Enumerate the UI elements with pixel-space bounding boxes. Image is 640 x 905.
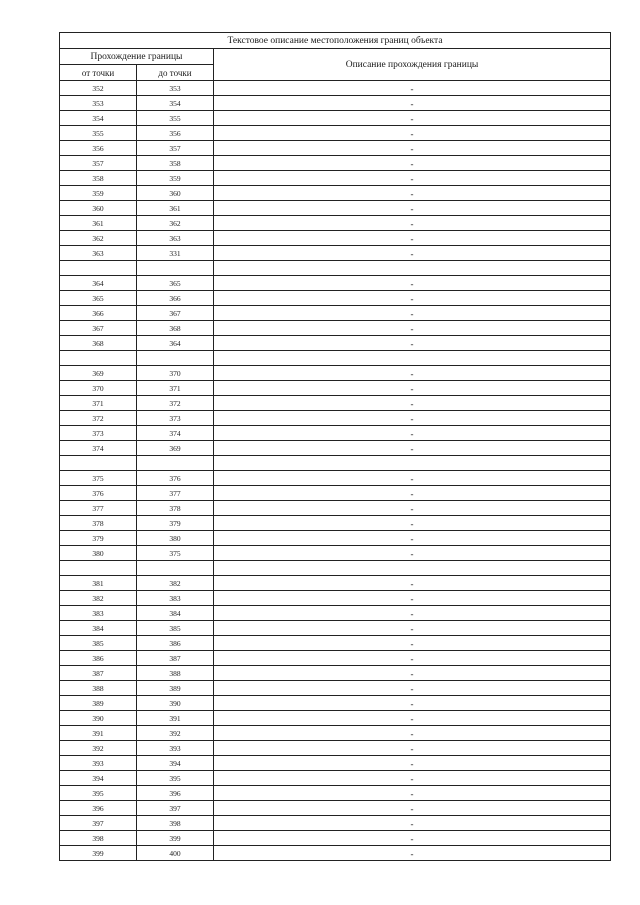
table-row (60, 336, 611, 351)
description-text: - (410, 129, 414, 139)
description-text: - (410, 339, 414, 349)
description-text: - (410, 759, 414, 769)
table-row (60, 696, 611, 711)
to-point-cell: 394 (137, 756, 214, 771)
table-row (60, 561, 611, 576)
from-point-cell: 380 (60, 546, 137, 561)
from-point-cell: 384 (60, 621, 137, 636)
from-point-cell: 383 (60, 606, 137, 621)
to-point-cell: 388 (137, 666, 214, 681)
table-row (60, 171, 611, 186)
description-cell (214, 711, 611, 726)
description-text: - (410, 684, 414, 694)
table-row (60, 441, 611, 456)
description-text: - (410, 204, 414, 214)
from-point-cell: 355 (60, 126, 137, 141)
to-point-cell: 393 (137, 741, 214, 756)
description-cell (214, 411, 611, 426)
to-point-cell: 377 (137, 486, 214, 501)
table-row (60, 606, 611, 621)
to-point-cell: 383 (137, 591, 214, 606)
description-cell (214, 846, 611, 861)
to-point-cell: 397 (137, 801, 214, 816)
to-point-cell: 356 (137, 126, 214, 141)
description-cell (214, 96, 611, 111)
description-cell (214, 276, 611, 291)
to-point-column-header: до точки (137, 65, 214, 81)
from-point-cell: 391 (60, 726, 137, 741)
from-point-cell: 375 (60, 471, 137, 486)
table-row (60, 591, 611, 606)
to-point-cell: 363 (137, 231, 214, 246)
to-point-cell: 369 (137, 441, 214, 456)
from-point-cell: 373 (60, 426, 137, 441)
description-text: - (410, 819, 414, 829)
description-text: - (410, 729, 414, 739)
description-text: - (410, 249, 414, 259)
to-point-cell: 371 (137, 381, 214, 396)
description-cell (214, 306, 611, 321)
to-point-cell: 362 (137, 216, 214, 231)
from-point-cell: 387 (60, 666, 137, 681)
to-point-cell: 395 (137, 771, 214, 786)
description-text: - (410, 144, 414, 154)
description-cell (214, 786, 611, 801)
from-point-cell: 358 (60, 171, 137, 186)
description-cell (214, 651, 611, 666)
description-cell (214, 831, 611, 846)
to-point-cell: 392 (137, 726, 214, 741)
from-point-cell: 354 (60, 111, 137, 126)
from-point-cell: 371 (60, 396, 137, 411)
from-point-cell: 353 (60, 96, 137, 111)
to-point-cell: 372 (137, 396, 214, 411)
to-point-cell: 386 (137, 636, 214, 651)
table-row (60, 291, 611, 306)
description-cell (214, 246, 611, 261)
from-point-cell: 395 (60, 786, 137, 801)
description-text: - (410, 84, 414, 94)
table-row (60, 621, 611, 636)
description-cell (214, 126, 611, 141)
table-row (60, 201, 611, 216)
table-row (60, 756, 611, 771)
description-cell (214, 726, 611, 741)
table-row (60, 81, 611, 96)
from-point-column-header: от точки (60, 65, 137, 81)
to-point-cell (137, 261, 214, 276)
description-cell (214, 531, 611, 546)
table-row (60, 456, 611, 471)
description-cell (214, 156, 611, 171)
description-cell (214, 441, 611, 456)
table-row (60, 216, 611, 231)
table-row (60, 816, 611, 831)
table-row (60, 501, 611, 516)
table-row (60, 246, 611, 261)
to-point-cell: 354 (137, 96, 214, 111)
from-point-cell: 370 (60, 381, 137, 396)
description-text: - (410, 639, 414, 649)
to-point-cell: 385 (137, 621, 214, 636)
from-point-cell: 397 (60, 816, 137, 831)
table-row (60, 486, 611, 501)
description-text: - (410, 384, 414, 394)
table-title: Текстовое описание местоположения границ объекта (60, 33, 611, 49)
description-text: - (410, 294, 414, 304)
from-point-cell: 365 (60, 291, 137, 306)
description-cell (214, 201, 611, 216)
table-row (60, 711, 611, 726)
to-point-cell: 355 (137, 111, 214, 126)
description-cell (214, 576, 611, 591)
description-text: - (410, 399, 414, 409)
description-cell (214, 816, 611, 831)
to-point-cell (137, 456, 214, 471)
table-row (60, 576, 611, 591)
description-text: - (410, 489, 414, 499)
description-cell (214, 516, 611, 531)
description-text: - (410, 429, 414, 439)
description-text: - (410, 549, 414, 559)
table-row (60, 231, 611, 246)
from-point-cell: 366 (60, 306, 137, 321)
description-text: - (410, 309, 414, 319)
table-row (60, 471, 611, 486)
to-point-cell: 361 (137, 201, 214, 216)
description-cell (214, 486, 611, 501)
table-row (60, 771, 611, 786)
from-point-cell: 390 (60, 711, 137, 726)
table-row (60, 261, 611, 276)
from-point-cell: 398 (60, 831, 137, 846)
to-point-cell: 374 (137, 426, 214, 441)
to-point-cell: 367 (137, 306, 214, 321)
description-cell (214, 426, 611, 441)
description-cell (214, 621, 611, 636)
from-point-cell: 393 (60, 756, 137, 771)
description-cell (214, 501, 611, 516)
to-point-cell: 390 (137, 696, 214, 711)
from-point-cell (60, 561, 137, 576)
from-point-cell: 361 (60, 216, 137, 231)
from-point-cell: 382 (60, 591, 137, 606)
boundary-document (59, 32, 610, 861)
from-point-cell: 386 (60, 651, 137, 666)
description-text: - (410, 504, 414, 514)
from-point-cell: 368 (60, 336, 137, 351)
to-point-cell: 360 (137, 186, 214, 201)
description-cell (214, 561, 611, 576)
table-row (60, 381, 611, 396)
to-point-cell: 396 (137, 786, 214, 801)
description-text: - (410, 279, 414, 289)
description-text: - (410, 789, 414, 799)
description-column-header: Описание прохождения границы (214, 49, 611, 81)
table-row (60, 156, 611, 171)
description-text: - (410, 234, 414, 244)
from-point-cell: 399 (60, 846, 137, 861)
table-row (60, 96, 611, 111)
to-point-cell: 384 (137, 606, 214, 621)
description-text: - (410, 444, 414, 454)
to-point-cell: 370 (137, 366, 214, 381)
to-point-cell: 359 (137, 171, 214, 186)
from-point-cell: 364 (60, 276, 137, 291)
from-point-cell: 381 (60, 576, 137, 591)
to-point-cell: 358 (137, 156, 214, 171)
table-row (60, 531, 611, 546)
from-point-cell: 360 (60, 201, 137, 216)
table-row (60, 741, 611, 756)
table-row (60, 186, 611, 201)
description-cell (214, 186, 611, 201)
table-row (60, 126, 611, 141)
description-text: - (410, 834, 414, 844)
table-row (60, 351, 611, 366)
from-point-cell (60, 456, 137, 471)
description-text: - (410, 189, 414, 199)
description-cell (214, 321, 611, 336)
description-text: - (410, 99, 414, 109)
table-row (60, 426, 611, 441)
description-text: - (410, 744, 414, 754)
table-row (60, 111, 611, 126)
to-point-cell: 398 (137, 816, 214, 831)
description-cell (214, 771, 611, 786)
from-point-cell: 374 (60, 441, 137, 456)
description-cell (214, 261, 611, 276)
to-point-cell: 353 (137, 81, 214, 96)
description-text: - (410, 654, 414, 664)
table-row (60, 516, 611, 531)
to-point-cell (137, 351, 214, 366)
description-cell (214, 231, 611, 246)
from-point-cell: 356 (60, 141, 137, 156)
to-point-cell: 378 (137, 501, 214, 516)
table-row (60, 141, 611, 156)
description-cell (214, 381, 611, 396)
table-row (60, 786, 611, 801)
to-point-cell: 382 (137, 576, 214, 591)
table-row (60, 546, 611, 561)
description-cell (214, 291, 611, 306)
description-cell (214, 216, 611, 231)
description-text: - (410, 594, 414, 604)
table-row (60, 276, 611, 291)
table-row (60, 846, 611, 861)
description-text: - (410, 474, 414, 484)
description-text: - (410, 624, 414, 634)
description-text: - (410, 714, 414, 724)
table-row (60, 636, 611, 651)
table-row (60, 396, 611, 411)
description-text: - (410, 804, 414, 814)
to-point-cell: 399 (137, 831, 214, 846)
from-point-cell: 396 (60, 801, 137, 816)
description-cell (214, 351, 611, 366)
from-point-cell: 363 (60, 246, 137, 261)
description-text: - (410, 534, 414, 544)
to-point-cell: 389 (137, 681, 214, 696)
from-point-cell: 377 (60, 501, 137, 516)
from-point-cell: 388 (60, 681, 137, 696)
to-point-cell: 380 (137, 531, 214, 546)
to-point-cell: 376 (137, 471, 214, 486)
to-point-cell: 387 (137, 651, 214, 666)
description-cell (214, 366, 611, 381)
from-point-cell: 376 (60, 486, 137, 501)
description-cell (214, 696, 611, 711)
description-text: - (410, 669, 414, 679)
from-point-cell: 372 (60, 411, 137, 426)
table-body (60, 81, 611, 861)
from-point-cell: 392 (60, 741, 137, 756)
from-point-cell: 369 (60, 366, 137, 381)
description-cell (214, 396, 611, 411)
description-cell (214, 741, 611, 756)
description-cell (214, 111, 611, 126)
description-text: - (410, 219, 414, 229)
from-point-cell: 385 (60, 636, 137, 651)
table-row (60, 726, 611, 741)
to-point-cell: 379 (137, 516, 214, 531)
to-point-cell: 331 (137, 246, 214, 261)
from-point-cell: 389 (60, 696, 137, 711)
description-cell (214, 456, 611, 471)
description-text: - (410, 414, 414, 424)
to-point-cell: 366 (137, 291, 214, 306)
to-point-cell: 400 (137, 846, 214, 861)
description-text: - (410, 609, 414, 619)
boundary-passage-header: Прохождение границы (60, 49, 214, 65)
table-row (60, 366, 611, 381)
from-point-cell: 359 (60, 186, 137, 201)
description-cell (214, 801, 611, 816)
from-point-cell: 379 (60, 531, 137, 546)
table-row (60, 321, 611, 336)
to-point-cell: 391 (137, 711, 214, 726)
to-point-cell: 365 (137, 276, 214, 291)
to-point-cell: 357 (137, 141, 214, 156)
description-cell (214, 636, 611, 651)
to-point-cell: 364 (137, 336, 214, 351)
from-point-cell: 357 (60, 156, 137, 171)
table-row (60, 651, 611, 666)
description-cell (214, 606, 611, 621)
description-text: - (410, 324, 414, 334)
description-cell (214, 756, 611, 771)
table-row (60, 681, 611, 696)
description-text: - (410, 519, 414, 529)
from-point-cell: 362 (60, 231, 137, 246)
table-row (60, 801, 611, 816)
description-cell (214, 81, 611, 96)
description-cell (214, 171, 611, 186)
description-text: - (410, 159, 414, 169)
description-cell (214, 141, 611, 156)
description-cell (214, 681, 611, 696)
boundary-table (59, 32, 611, 861)
table-row (60, 831, 611, 846)
description-cell (214, 471, 611, 486)
table-row (60, 666, 611, 681)
to-point-cell (137, 561, 214, 576)
description-cell (214, 666, 611, 681)
table-row (60, 411, 611, 426)
table-row (60, 306, 611, 321)
description-text: - (410, 174, 414, 184)
description-text: - (410, 579, 414, 589)
description-text: - (410, 114, 414, 124)
from-point-cell: 378 (60, 516, 137, 531)
from-point-cell (60, 261, 137, 276)
from-point-cell: 352 (60, 81, 137, 96)
description-text: - (410, 774, 414, 784)
description-cell (214, 546, 611, 561)
to-point-cell: 373 (137, 411, 214, 426)
from-point-cell (60, 351, 137, 366)
description-text: - (410, 849, 414, 859)
to-point-cell: 375 (137, 546, 214, 561)
description-text: - (410, 369, 414, 379)
description-cell (214, 336, 611, 351)
from-point-cell: 394 (60, 771, 137, 786)
description-cell (214, 591, 611, 606)
to-point-cell: 368 (137, 321, 214, 336)
description-text: - (410, 699, 414, 709)
from-point-cell: 367 (60, 321, 137, 336)
